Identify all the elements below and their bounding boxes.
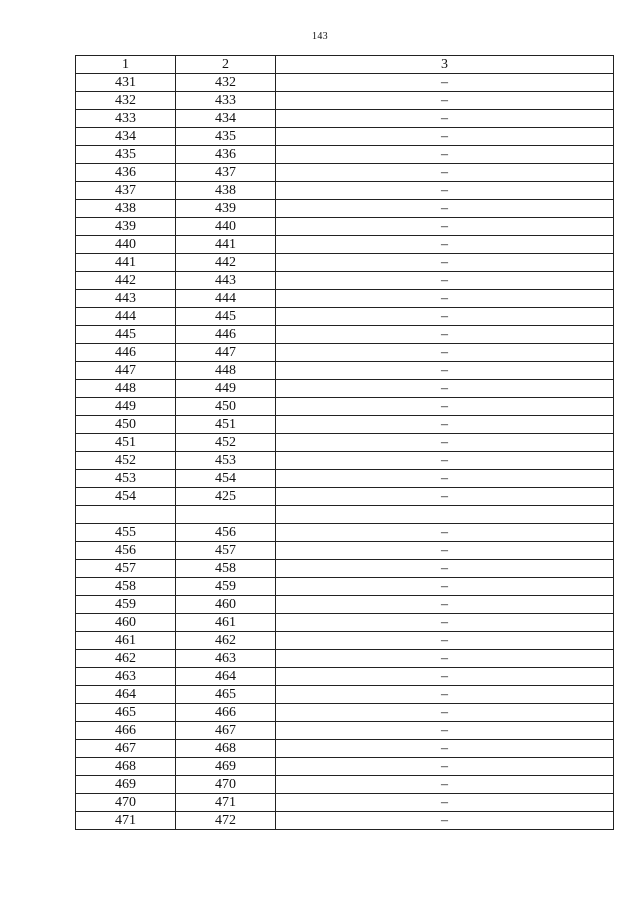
table-cell-col3: – [276, 632, 614, 650]
table-cell-col2: 443 [176, 272, 276, 290]
table-cell-col2: 445 [176, 308, 276, 326]
table-row [76, 326, 614, 344]
blank-separator-row [76, 506, 614, 524]
table-row [76, 110, 614, 128]
table-cell-col2: 460 [176, 596, 276, 614]
table-cell-col3: – [276, 326, 614, 344]
table-cell-col1: 449 [76, 398, 176, 416]
table-cell-col2: 457 [176, 542, 276, 560]
table-cell-col3: – [276, 200, 614, 218]
table-cell-col3: – [276, 254, 614, 272]
table-cell-col2: 439 [176, 200, 276, 218]
table-cell-col3: – [276, 542, 614, 560]
column-header-2: 2 [176, 56, 276, 74]
blank-cell [176, 506, 276, 524]
table-cell-col2: 451 [176, 416, 276, 434]
table-row [76, 146, 614, 164]
table-row [76, 362, 614, 380]
table-cell-col3: – [276, 452, 614, 470]
table-cell-col3: – [276, 236, 614, 254]
table-cell-col1: 463 [76, 668, 176, 686]
table-row [76, 632, 614, 650]
table-row [76, 182, 614, 200]
table-cell-col3: – [276, 488, 614, 506]
table-cell-col1: 437 [76, 182, 176, 200]
table-cell-col1: 443 [76, 290, 176, 308]
table-cell-col3: – [276, 74, 614, 92]
table-cell-col1: 436 [76, 164, 176, 182]
table-cell-col3: – [276, 614, 614, 632]
table-cell-col1: 461 [76, 632, 176, 650]
table-row [76, 596, 614, 614]
blank-cell [276, 506, 614, 524]
table-cell-col2: 441 [176, 236, 276, 254]
table-cell-col2: 444 [176, 290, 276, 308]
table-cell-col1: 460 [76, 614, 176, 632]
table-row [76, 722, 614, 740]
table-cell-col2: 432 [176, 74, 276, 92]
table-cell-col2: 436 [176, 146, 276, 164]
table-body [76, 74, 614, 830]
table-cell-col3: – [276, 434, 614, 452]
table-row [76, 488, 614, 506]
table-cell-col1: 439 [76, 218, 176, 236]
table-row [76, 344, 614, 362]
table-cell-col3: – [276, 578, 614, 596]
table-cell-col2: 465 [176, 686, 276, 704]
table-cell-col3: – [276, 650, 614, 668]
blank-cell [76, 506, 176, 524]
table-row [76, 164, 614, 182]
table-cell-col1: 448 [76, 380, 176, 398]
table-row [76, 380, 614, 398]
table-row [76, 758, 614, 776]
table-cell-col2: 433 [176, 92, 276, 110]
table-cell-col2: 449 [176, 380, 276, 398]
table-cell-col3: – [276, 668, 614, 686]
table-cell-col1: 470 [76, 794, 176, 812]
table-cell-col1: 442 [76, 272, 176, 290]
table-cell-col1: 434 [76, 128, 176, 146]
table-row [76, 668, 614, 686]
table-cell-col1: 452 [76, 452, 176, 470]
table-cell-col2: 448 [176, 362, 276, 380]
table-cell-col1: 446 [76, 344, 176, 362]
table-cell-col1: 471 [76, 812, 176, 830]
table-cell-col2: 472 [176, 812, 276, 830]
table-cell-col2: 459 [176, 578, 276, 596]
table-cell-col1: 451 [76, 434, 176, 452]
table-cell-col3: – [276, 128, 614, 146]
table-cell-col1: 458 [76, 578, 176, 596]
table-row [76, 794, 614, 812]
table-row [76, 308, 614, 326]
table-cell-col1: 453 [76, 470, 176, 488]
table-row [76, 92, 614, 110]
table-cell-col1: 464 [76, 686, 176, 704]
table-row [76, 290, 614, 308]
table-cell-col1: 438 [76, 200, 176, 218]
table-cell-col1: 450 [76, 416, 176, 434]
table-row [76, 740, 614, 758]
table-cell-col2: 434 [176, 110, 276, 128]
table-cell-col3: – [276, 146, 614, 164]
table-cell-col2: 467 [176, 722, 276, 740]
table-cell-col1: 441 [76, 254, 176, 272]
table-row [76, 578, 614, 596]
table-cell-col3: – [276, 92, 614, 110]
table-cell-col3: – [276, 596, 614, 614]
table-cell-col1: 457 [76, 560, 176, 578]
table-row [76, 398, 614, 416]
table-cell-col3: – [276, 362, 614, 380]
table-row [76, 650, 614, 668]
header-row [76, 56, 614, 74]
table-cell-col1: 459 [76, 596, 176, 614]
table-cell-col1: 465 [76, 704, 176, 722]
table-cell-col2: 446 [176, 326, 276, 344]
table-cell-col3: – [276, 398, 614, 416]
table-cell-col3: – [276, 416, 614, 434]
table-cell-col2: 442 [176, 254, 276, 272]
table-cell-col2: 470 [176, 776, 276, 794]
table-cell-col3: – [276, 290, 614, 308]
table-row [76, 272, 614, 290]
table-row [76, 434, 614, 452]
table-cell-col2: 453 [176, 452, 276, 470]
table-cell-col2: 450 [176, 398, 276, 416]
table-cell-col2: 435 [176, 128, 276, 146]
table-cell-col1: 444 [76, 308, 176, 326]
table-cell-col3: – [276, 344, 614, 362]
table-row [76, 200, 614, 218]
table-cell-col1: 467 [76, 740, 176, 758]
table-cell-col1: 466 [76, 722, 176, 740]
table-cell-col2: 468 [176, 740, 276, 758]
table-cell-col1: 455 [76, 524, 176, 542]
table-cell-col2: 454 [176, 470, 276, 488]
table-cell-col2: 447 [176, 344, 276, 362]
table-cell-col2: 456 [176, 524, 276, 542]
table-row [76, 452, 614, 470]
table-cell-col3: – [276, 812, 614, 830]
table-cell-col1: 454 [76, 488, 176, 506]
table-cell-col1: 440 [76, 236, 176, 254]
table-cell-col3: – [276, 722, 614, 740]
table-row [76, 542, 614, 560]
table-cell-col2: 462 [176, 632, 276, 650]
table-cell-col2: 452 [176, 434, 276, 452]
table-cell-col2: 438 [176, 182, 276, 200]
table-cell-col1: 433 [76, 110, 176, 128]
table-cell-col2: 466 [176, 704, 276, 722]
table-cell-col3: – [276, 524, 614, 542]
table-cell-col2: 471 [176, 794, 276, 812]
table-row [76, 560, 614, 578]
table-cell-col3: – [276, 380, 614, 398]
table-row [76, 614, 614, 632]
table-cell-col3: – [276, 272, 614, 290]
table-cell-col3: – [276, 182, 614, 200]
table-cell-col1: 435 [76, 146, 176, 164]
table-row [76, 74, 614, 92]
table-cell-col3: – [276, 470, 614, 488]
table-row [76, 686, 614, 704]
table-row [76, 416, 614, 434]
table-cell-col2: 464 [176, 668, 276, 686]
table-cell-col2: 461 [176, 614, 276, 632]
table-row [76, 776, 614, 794]
table-cell-col2: 425 [176, 488, 276, 506]
table-cell-col1: 469 [76, 776, 176, 794]
table-cell-col2: 440 [176, 218, 276, 236]
table-cell-col3: – [276, 686, 614, 704]
table-row [76, 218, 614, 236]
table-cell-col2: 458 [176, 560, 276, 578]
table-row [76, 704, 614, 722]
table-row [76, 128, 614, 146]
table-row [76, 524, 614, 542]
table-cell-col3: – [276, 776, 614, 794]
table-cell-col3: – [276, 560, 614, 578]
column-header-3: 3 [276, 56, 614, 74]
table-cell-col3: – [276, 110, 614, 128]
table-cell-col1: 456 [76, 542, 176, 560]
table-cell-col1: 462 [76, 650, 176, 668]
table-cell-col2: 437 [176, 164, 276, 182]
table-cell-col1: 432 [76, 92, 176, 110]
table-row [76, 812, 614, 830]
table-cell-col1: 447 [76, 362, 176, 380]
table-row [76, 470, 614, 488]
table-cell-col3: – [276, 794, 614, 812]
table-cell-col2: 469 [176, 758, 276, 776]
table-cell-col1: 445 [76, 326, 176, 344]
page-number: 143 [312, 31, 328, 42]
table-cell-col3: – [276, 758, 614, 776]
table-row [76, 254, 614, 272]
table-cell-col1: 468 [76, 758, 176, 776]
table-cell-col3: – [276, 164, 614, 182]
column-header-1: 1 [76, 56, 176, 74]
table-cell-col3: – [276, 740, 614, 758]
table-cell-col1: 431 [76, 74, 176, 92]
data-table [75, 55, 614, 830]
table-row [76, 236, 614, 254]
table-cell-col3: – [276, 308, 614, 326]
table-cell-col2: 463 [176, 650, 276, 668]
table-cell-col3: – [276, 218, 614, 236]
table-cell-col3: – [276, 704, 614, 722]
